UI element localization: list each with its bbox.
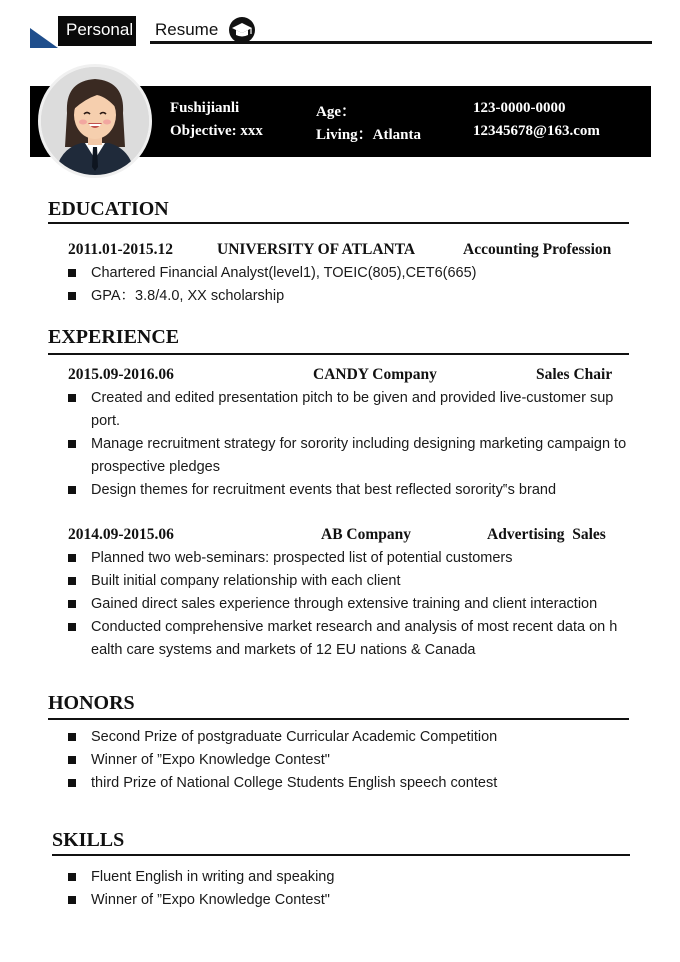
- honors-item: Winner of ”Expo Knowledge Contest": [91, 752, 330, 768]
- bullet-icon: [68, 486, 76, 494]
- header-name: Fushijianli: [170, 100, 240, 116]
- honors-rule: [48, 718, 629, 720]
- education-rule: [48, 222, 629, 224]
- education-school: UNIVERSITY OF ATLANTA: [217, 241, 416, 258]
- education-major: Accounting Profession: [463, 241, 612, 258]
- bullet-icon: [68, 600, 76, 608]
- skills-title: SKILLS: [52, 829, 125, 851]
- job-item: Gained direct sales experience through extensive training and client interaction: [91, 596, 598, 612]
- tab-bar: [0, 0, 680, 60]
- tab-underline: [150, 41, 652, 44]
- job-date: 2015.09-2016.06: [68, 366, 174, 383]
- skills-item: Fluent English in writing and speaking: [91, 869, 335, 885]
- job-role: Sales Chair: [536, 366, 613, 383]
- job-date: 2014.09-2015.06: [68, 526, 174, 543]
- bullet-icon: [68, 756, 76, 764]
- bullet-icon: [68, 292, 76, 300]
- job-item: Conducted comprehensive market research and analysis of most recent data on h ealth care systems and markets of 12 EU nations & Canada: [91, 619, 618, 658]
- header-email: 12345678@163.com: [473, 123, 600, 139]
- bullet-icon: [68, 269, 76, 277]
- honors-item: Second Prize of postgraduate Curricular Academic Competition: [91, 729, 498, 745]
- skills-item: Winner of ”Expo Knowledge Contest": [91, 892, 330, 908]
- header-objective: Objective: xxx: [170, 123, 263, 139]
- job-item: Design themes for recruitment events that best reflected sorority‟s brand: [91, 482, 557, 498]
- job-item: Planned two web-seminars: prospected list of potential customers: [91, 550, 513, 566]
- experience-rule: [48, 353, 629, 355]
- honors-item: third Prize of National College Students English speech contest: [91, 775, 498, 791]
- bullet-icon: [68, 623, 76, 631]
- honors-title: HONORS: [48, 692, 135, 714]
- job-item: Manage recruitment strategy for sorority including designing marketing campaign to prospective pledges: [91, 436, 627, 475]
- job-item: Built initial company relationship with each client: [91, 573, 401, 589]
- tab-resume: Resume: [155, 20, 219, 39]
- education-title: EDUCATION: [48, 198, 169, 220]
- job-role: Advertising Sales: [487, 526, 606, 543]
- skills-rule: [52, 854, 630, 856]
- bullet-icon: [68, 873, 76, 881]
- bullet-icon: [68, 577, 76, 585]
- header-living: Living：Atlanta: [316, 127, 422, 143]
- bullet-icon: [68, 779, 76, 787]
- education-date: 2011.01-2015.12: [68, 241, 174, 258]
- tab-personal: Personal: [58, 16, 136, 46]
- tab-accent-triangle: [30, 28, 58, 48]
- bullet-icon: [68, 440, 76, 448]
- job-company: CANDY Company: [313, 366, 437, 383]
- graduation-cap-icon: [229, 17, 255, 43]
- experience-title: EXPERIENCE: [48, 326, 180, 348]
- header-phone: 123-0000-0000: [473, 100, 566, 116]
- education-item: Chartered Financial Analyst(level1), TOEIC(805),CET6(665): [91, 265, 477, 281]
- job-company: AB Company: [321, 526, 412, 543]
- bullet-icon: [68, 394, 76, 402]
- avatar: [38, 64, 152, 178]
- bullet-icon: [68, 896, 76, 904]
- header-age: Age：: [316, 104, 356, 120]
- bullet-icon: [68, 733, 76, 741]
- bullet-icon: [68, 554, 76, 562]
- job-item: Created and edited presentation pitch to be given and provided live-customer sup port.: [91, 390, 614, 429]
- education-item: GPA：3.8/4.0, XX scholarship: [91, 288, 285, 304]
